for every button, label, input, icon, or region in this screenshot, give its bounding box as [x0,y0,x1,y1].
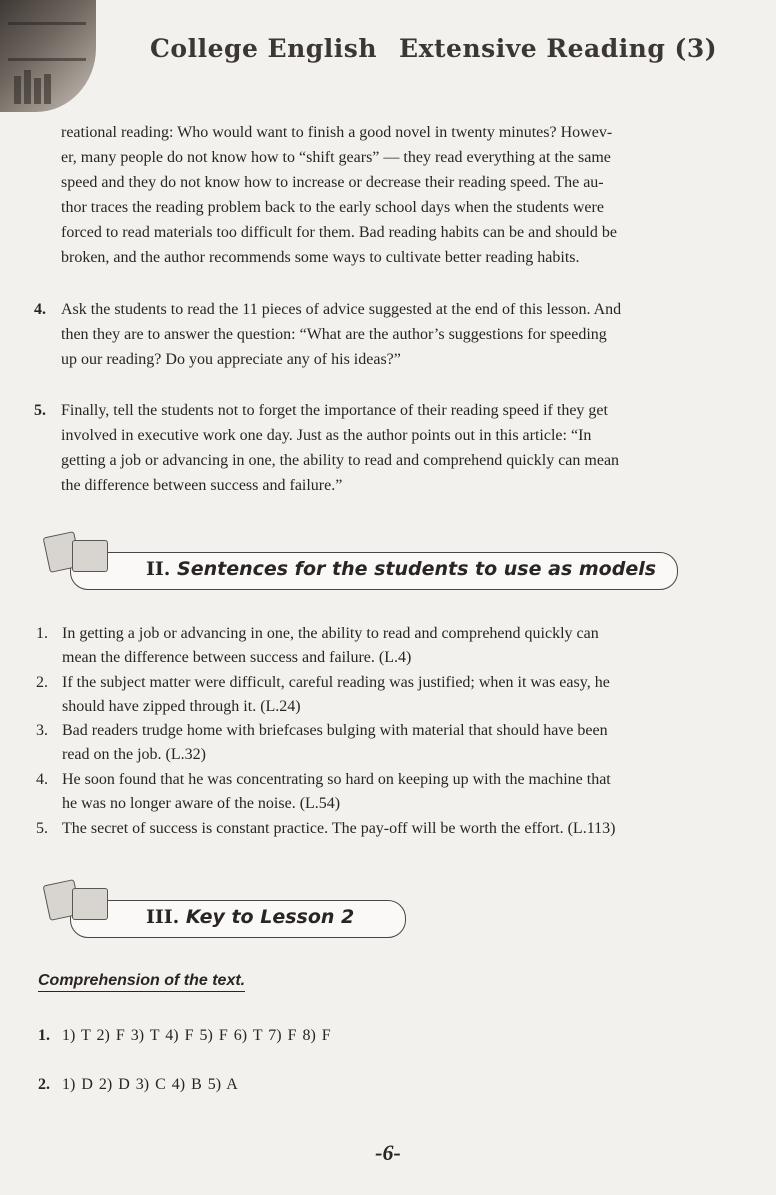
text-line: should have zipped through it. (L.24) [62,698,301,715]
header-corner-photo [0,0,96,112]
header-title-left: College English [150,34,378,63]
section-heading: Key to Lesson 2 [185,906,355,928]
text-line: mean the difference between success and failure. (L.4) [62,649,412,666]
item-number: 4. [34,301,46,318]
sentence-number: 4. [36,771,48,788]
section-heading: Sentences for the students to use as models [177,558,657,580]
text-line: up our reading? Do you appreciate any of his ideas?” [61,351,401,368]
sentence-number: 5. [36,820,48,837]
books-icon [42,526,112,572]
answer-text: 1) D 2) D 3) C 4) B 5) A [62,1076,238,1093]
running-header [150,34,718,63]
text-line: involved in executive work one day. Just as the author points out in this article: “In [61,427,592,444]
answer-number: 2. [38,1076,50,1093]
text-line: Finally, tell the students not to forget the importance of their reading speed if they get [61,402,608,419]
text-line: he was no longer aware of the noise. (L.54) [62,795,341,812]
section-roman-numeral: II. [146,558,171,580]
section-roman-numeral: III. [146,906,180,928]
text-line: speed and they do not know how to increase or decrease their reading speed. The au- [61,174,604,191]
text-line: He soon found that he was concentrating so hard on keeping up with the machine that [62,771,611,788]
answer-text: 1) T 2) F 3) T 4) F 5) F 6) T 7) F 8) F [62,1027,331,1044]
text-line: er, many people do not know how to “shift gears” — they read everything at the same [61,149,611,166]
text-line: broken, and the author recommends some ways to cultivate better reading habits. [61,249,580,266]
books-icon [42,874,112,920]
text-line: reational reading: Who would want to finish a good novel in twenty minutes? Howev- [61,124,613,141]
section-title [146,558,656,580]
section-title [146,906,354,928]
text-line: If the subject matter were difficult, careful reading was justified; when it was easy, he [62,674,610,691]
text-line: getting a job or advancing in one, the ability to read and comprehend quickly can mean [61,452,620,469]
text-line: the difference between success and failure.” [61,477,343,494]
answer-number: 1. [38,1027,50,1044]
item-number: 5. [34,402,46,419]
text-line: thor traces the reading problem back to the early school days when the students were [61,199,604,216]
text-line: The secret of success is constant practice. The pay-off will be worth the effort. (L.113) [62,820,616,837]
sentence-number: 2. [36,674,48,691]
text-line: forced to read materials too difficult for them. Bad reading habits can be and should be [61,224,617,241]
text-line: then they are to answer the question: “What are the author’s suggestions for speeding [61,326,607,343]
text-line: read on the job. (L.32) [62,746,206,763]
sentence-number: 3. [36,722,48,739]
header-title-right: Extensive Reading (3) [399,34,718,63]
text-line: Ask the students to read the 11 pieces of advice suggested at the end of this lesson. And [61,301,622,318]
page-number: -6- [375,1140,401,1165]
text-line: In getting a job or advancing in one, the ability to read and comprehend quickly can [62,625,599,642]
text-line: Bad readers trudge home with briefcases bulging with material that should have been [62,722,608,739]
sentence-number: 1. [36,625,48,642]
comprehension-heading: Comprehension of the text. [38,972,245,992]
